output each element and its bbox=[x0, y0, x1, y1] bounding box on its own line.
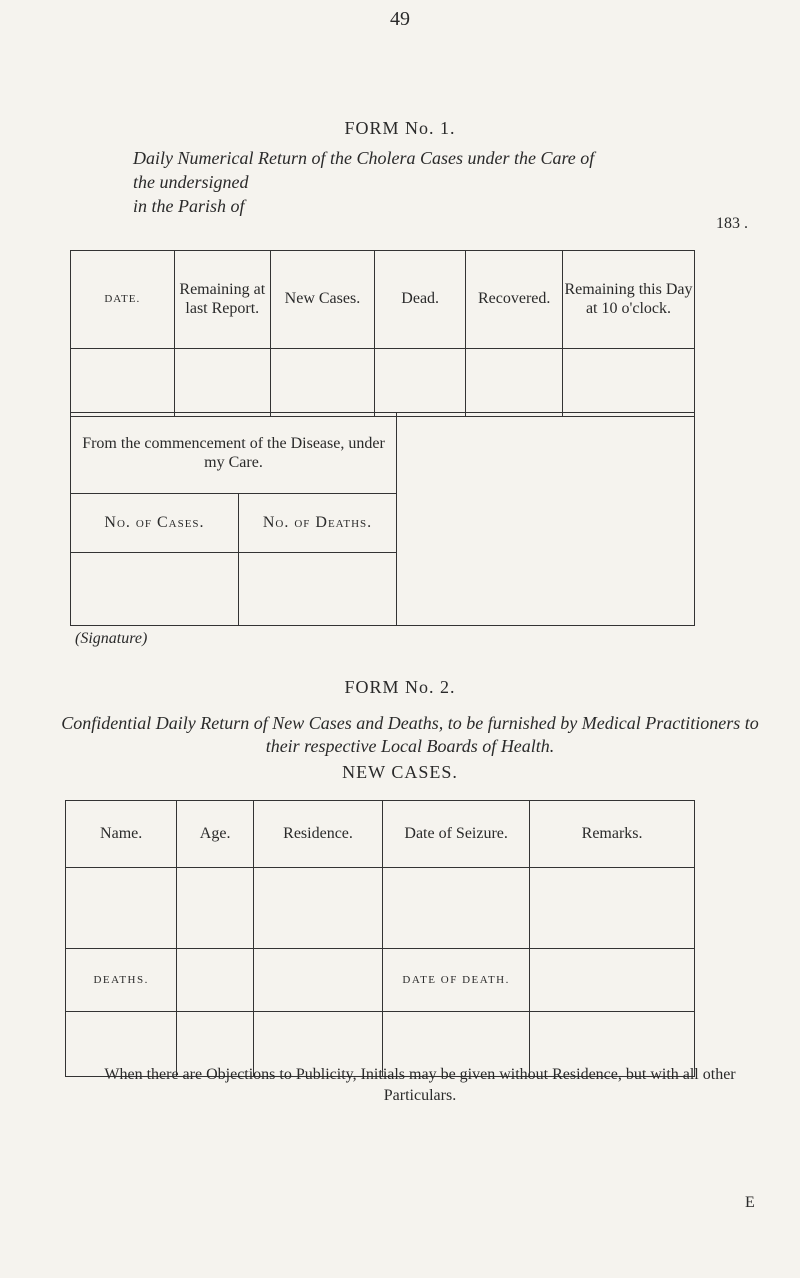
page-signature: E bbox=[745, 1194, 755, 1211]
table-row bbox=[71, 349, 695, 417]
name-cell bbox=[66, 868, 177, 949]
deaths-header: DEATHS. bbox=[66, 949, 177, 1012]
form2-title: FORM No. 2. bbox=[344, 677, 456, 697]
commencement-table bbox=[70, 412, 695, 626]
commencement-caption: From the commencement of the Disease, under my Care. bbox=[71, 413, 397, 494]
date-header: DATE. bbox=[71, 251, 175, 349]
remarks-header: Remarks. bbox=[530, 801, 695, 868]
residence-cell bbox=[253, 868, 382, 949]
no-of-deaths-header: No. of Deaths. bbox=[239, 494, 397, 553]
table-header-row bbox=[66, 801, 695, 868]
date-of-seizure-header: Date of Seizure. bbox=[383, 801, 530, 868]
dead-cell bbox=[374, 349, 466, 417]
blank-cell bbox=[253, 949, 382, 1012]
residence-header: Residence. bbox=[253, 801, 382, 868]
date-of-death-header: DATE OF DEATH. bbox=[383, 949, 530, 1012]
new-cases-cell bbox=[270, 349, 374, 417]
form2-description: Confidential Daily Return of New Cases and Deaths, to be furnished by Medical Practitioners to their respective Local Boards of Health. bbox=[61, 713, 759, 756]
date-cell bbox=[71, 349, 175, 417]
form1-description-line1: Daily Numerical Return of the Cholera Cases under the Care of bbox=[133, 148, 595, 168]
remaining-cell bbox=[174, 349, 270, 417]
form1-description-line3: in the Parish of bbox=[133, 196, 245, 216]
signature-label: (Signature) bbox=[75, 630, 148, 647]
remaining-today-cell bbox=[562, 349, 694, 417]
remarks-cell bbox=[530, 868, 695, 949]
name-header: Name. bbox=[66, 801, 177, 868]
recovered-header: Recovered. bbox=[466, 251, 563, 349]
dead-header: Dead. bbox=[374, 251, 466, 349]
new-cases-heading: NEW CASES. bbox=[342, 762, 458, 782]
age-header: Age. bbox=[177, 801, 254, 868]
remaining-last-report-header: Remaining at last Report. bbox=[174, 251, 270, 349]
recovered-cell bbox=[466, 349, 563, 417]
new-cases-header: New Cases. bbox=[270, 251, 374, 349]
remaining-this-day-header: Remaining this Day at 10 o'clock. bbox=[562, 251, 694, 349]
blank-cell bbox=[530, 949, 695, 1012]
form1-description-line2: the undersigned bbox=[133, 172, 249, 192]
table-header-row bbox=[71, 251, 695, 349]
no-of-cases-cell bbox=[71, 553, 239, 626]
no-of-deaths-cell bbox=[239, 553, 397, 626]
blank-panel bbox=[397, 413, 695, 626]
no-of-cases-header: No. of Cases. bbox=[71, 494, 239, 553]
table-row bbox=[66, 868, 695, 949]
new-cases-table bbox=[65, 800, 695, 1077]
form1-title: FORM No. 1. bbox=[344, 118, 456, 138]
deaths-header-row bbox=[66, 949, 695, 1012]
commencement-caption-row bbox=[71, 413, 695, 494]
date-of-seizure-cell bbox=[383, 868, 530, 949]
page-number: 49 bbox=[390, 8, 410, 30]
year-field: 183 . bbox=[716, 215, 748, 232]
blank-cell bbox=[177, 949, 254, 1012]
footnote: When there are Objections to Publicity, Initials may be given without Residence, but with all other Particulars. bbox=[104, 1066, 736, 1104]
daily-return-table bbox=[70, 250, 695, 417]
age-cell bbox=[177, 868, 254, 949]
